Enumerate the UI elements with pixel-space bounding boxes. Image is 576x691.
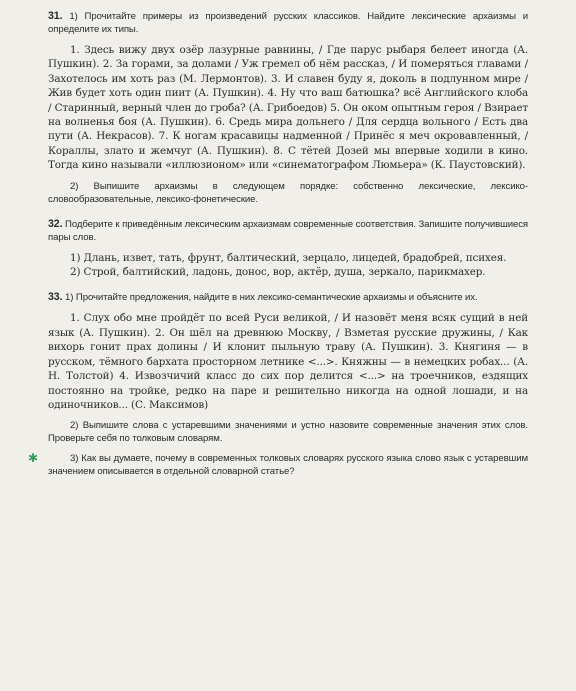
star-icon: ✱ xyxy=(28,451,39,466)
task-31-question-1 xyxy=(48,10,528,36)
task-31-examples: 1. Здесь вижу двух озёр лазурные равнины, / Где парус рыбаря белеет иногда (А. Пушкин). 2. За горами, за долами / Уж гремел об нём рассказ, / И померяться главами / Захотелось им хоть раз (М. Лермонтов). 3. И славен буду я, доколь в подлунном мире / Жив будет хоть один пиит (А. Пушкин). 4. Ну что ваш батюшка? всё Английского клоба / Старинный, верный член до гроба? (А. Грибоедов) 5. Он оком опытным героя / Взирает на волненья боя (А. Пушкин). 6. Средь мира дольнего / Для сердца вольного / Есть два пути (А. Некрасов). 7. К ногам красавицы надменной / Принёс я меч окровавленный, / Кораллы, злато и жемчуг (А. Пушкин). 8. С тётей Дозей мы впервые ходили в кино. Тогда кино называли «иллюзионом» или «синематографом Люмьера» (К. Паустовский). xyxy=(48,44,528,172)
task-31-question-2: 2) Выпишите архаизмы в следующем порядке: собственно лексические, лексико-словообразовательные, лексико-фонетические. xyxy=(48,180,528,205)
task-32-question xyxy=(48,218,528,244)
task-33-question-1-text: 1) Прочитайте предложения, найдите в них лексико-семантические архаизмы и объясните их. xyxy=(65,292,478,304)
task-31-number: 31. xyxy=(48,10,63,22)
task-33-question-3: 3) Как вы думаете, почему в современных толковых словарях русского языка слово язык с устаревшим значением описывается в отдельной словарной статье? xyxy=(48,453,528,478)
task-32-list-1: 1) Длань, извет, тать, фрунт, балтический, зерцало, лицедей, брадобрей, психея. xyxy=(70,251,507,264)
task-31-question-1-text: 1) Прочитайте примеры из произведений русских классиков. Найдите лексические архаизмы и определите их типы. xyxy=(48,11,528,35)
task-32 xyxy=(48,218,528,280)
task-33-question-2: 2) Выпишите слова с устаревшими значениями и устно назовите современные значения этих слов. Проверьте себя по толковым словарям. xyxy=(48,420,528,445)
task-33-sentences: 1. Слух обо мне пройдёт по всей Руси великой, / И назовёт меня всяк сущий в ней язык (А. Пушкин). 2. Он шёл на древнюю Москву, / Взметая русские дружины, / Как вихорь гонит прах долины / И клонит пыльную траву (А. Пушкин). 3. Княгиня — в русском, тёмного бархата просторном летнике <...>. Княжны — в немецких робах... (А. Н. Толстой) 4. Извозчичий класс до сих пор делится <...> на троечников, ездящих постоянно на тройке, редко на паре и решительно никогда на одной лошади, и на одиночников... (С. Максимов) xyxy=(48,312,528,411)
task-32-number: 32. xyxy=(48,217,63,230)
task-32-list-2: 2) Строй, балтийский, ладонь, донос, вор, актёр, душа, зеркало, парикмахер. xyxy=(70,266,486,279)
task-31 xyxy=(48,10,528,206)
task-33-question-1 xyxy=(48,291,528,304)
task-33-number: 33. xyxy=(48,291,63,304)
task-33 xyxy=(28,291,528,478)
task-32-question-text: Подберите к приведённым лексическим архаизмам современные соответствия. Запишите получившиеся пары слов. xyxy=(48,218,528,243)
